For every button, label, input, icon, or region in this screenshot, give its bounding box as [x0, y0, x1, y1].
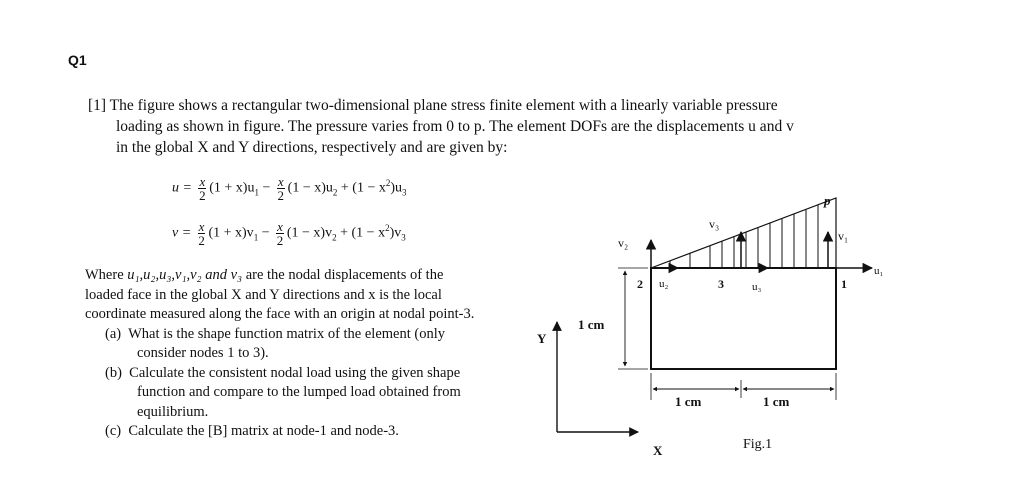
width-dim-left-label: 1 cm: [675, 394, 702, 409]
height-dim-label: 1 cm: [578, 317, 605, 332]
intro-line-2: loading as shown in figure. The pressure varies from 0 to p. The element DOFs are the displacements u and v: [116, 118, 794, 135]
u2-label: u₂: [659, 278, 669, 290]
pressure-arrows: [670, 205, 818, 268]
v1-label: v₁: [838, 229, 849, 243]
v3-label: v₃: [709, 217, 720, 231]
x-axis-label: X: [653, 443, 663, 458]
fraction: $\frac{x}{2}$: [199, 174, 206, 203]
part-a: (a) What is the shape function matrix of the element (only: [105, 325, 445, 342]
y-axis-label: Y: [537, 331, 547, 346]
intro-line-1: [1] The figure shows a rectangular two-dimensional plane stress finite element with a linearly variable pressure: [88, 97, 778, 114]
part-b-cont2: equilibrium.: [137, 403, 209, 420]
intro-line-3: in the global X and Y directions, respectively and are given by:: [116, 139, 508, 156]
node-2-label: 2: [637, 277, 643, 291]
pressure-load-triangle: [651, 198, 836, 268]
figure-caption: Fig.1: [743, 437, 773, 452]
part-b-cont: function and compare to the lumped load obtained from: [137, 384, 461, 400]
p-label: p: [824, 193, 831, 208]
fraction: $\frac{x}{2}$: [198, 219, 205, 248]
part-b: (b) Calculate the consistent nodal load using the given shape: [105, 364, 461, 381]
element-rectangle: [651, 268, 836, 369]
part-c: (c) Calculate the [B] matrix at node-1 and node-3.: [105, 423, 399, 439]
part-a-cont: consider nodes 1 to 3).: [137, 345, 269, 361]
u3-label: u₃: [752, 281, 762, 293]
body-line-3: coordinate measured along the face with an origin at nodal point-3.: [85, 306, 475, 322]
v2-label: v₂: [618, 236, 629, 250]
question-label: Q1: [68, 52, 87, 68]
width-dim-right-label: 1 cm: [763, 394, 790, 409]
body-line-2: loaded face in the global X and Y directions and x is the local: [85, 286, 442, 303]
fraction: $\frac{x}{2}$: [276, 219, 284, 248]
node-3-label: 3: [718, 277, 724, 291]
equation-v: v = $\frac{x}{2}$ $(1 + x)v_1$ − $\frac{x}{2}$ $(1 - x)v_2 + (1 - x^2)v_3$: [172, 219, 406, 248]
equation-u: u = $\frac{x}{2}$ $(1 + x)u_1$ − $\frac{x}{2}$ $(1 - x)u_2 + (1 - x^2)u_3$: [172, 174, 407, 203]
node-1-label: 1: [841, 277, 847, 291]
u1-label: u₁: [874, 265, 884, 277]
body-line-1: Where u₁,u₂,u₃,v₁,v₂ and v₃ are the nodal displacements of the: [85, 267, 444, 283]
fraction: $\frac{x}{2}$: [277, 174, 285, 203]
